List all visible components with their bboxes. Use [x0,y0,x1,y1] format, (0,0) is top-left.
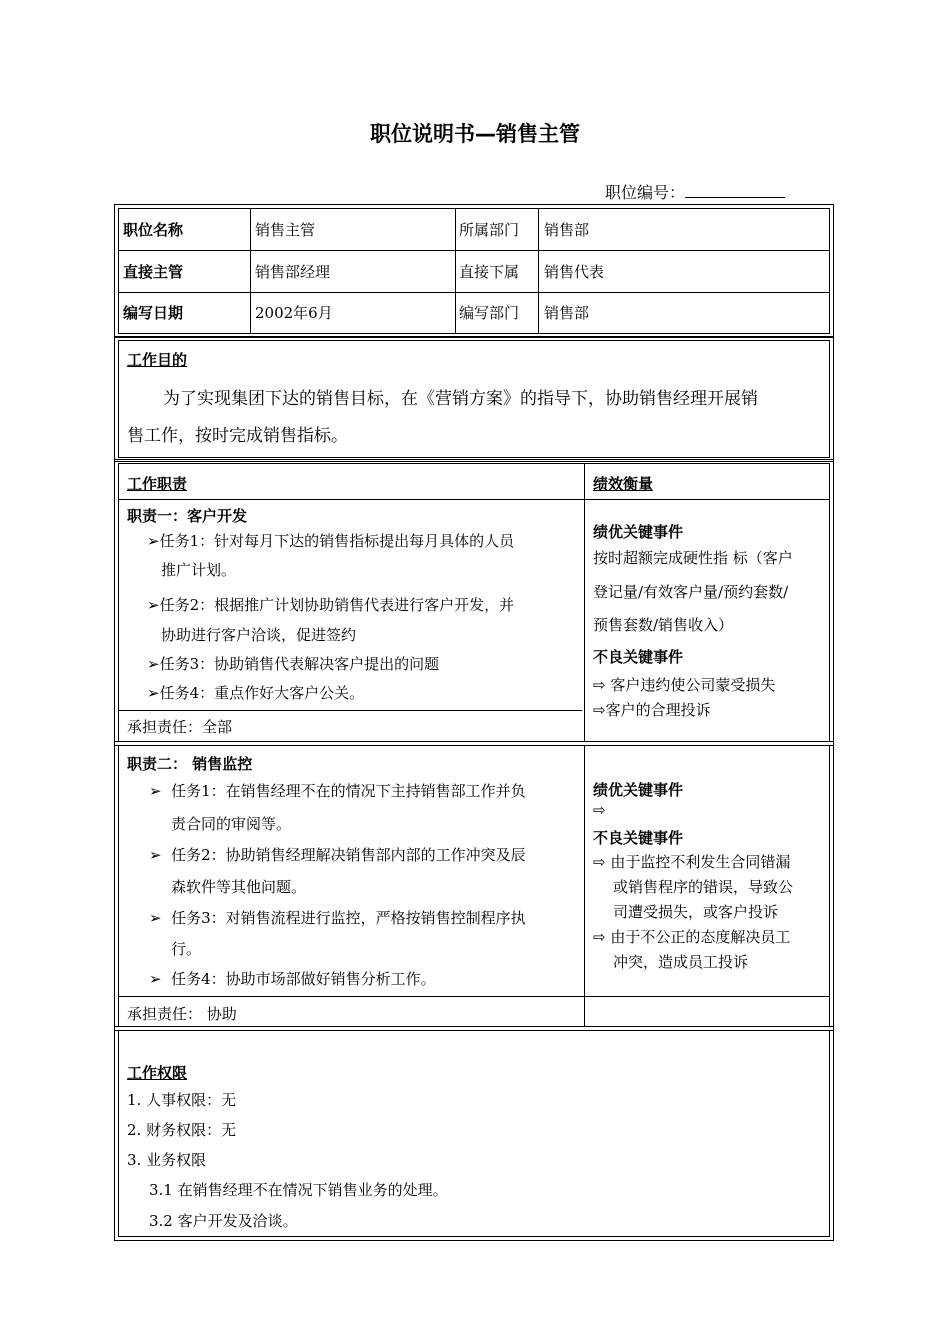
value-position-name: 销售主管 [255,221,316,239]
duty-1-task-2: ➢任务2：根据推广计划协助销售代表进行客户开发，并 [147,596,515,614]
duty-2-bad-1-cont-1: 或销售程序的错误，导致公 [613,878,794,896]
arrow-bullet-icon: ➢ [149,846,162,864]
duty-1-task-4: ➢任务4：重点作好大客户公关。 [147,684,365,702]
duty-1-good-line-1: 按时超额完成硬性指 标（客户 [593,549,793,567]
hollow-arrow-icon: ⇨ [593,701,606,719]
duty-2-bad-1-cont-2: 司遭受损失，或客户投诉 [613,903,779,921]
duty-1-task-2-cont: 协助进行客户洽谈，促进签约 [161,626,357,644]
hollow-arrow-icon: ⇨ [593,928,606,946]
authority-item-3-2: 3.2 客户开发及洽谈。 [149,1212,298,1230]
label-write-date: 编写日期 [123,304,184,322]
performance-header: 绩效衡量 [593,475,654,493]
value-write-dept: 销售部 [544,304,590,322]
duty-2-section [114,741,834,1031]
purpose-section [114,336,834,462]
duty-1-good-line-3: 预售套数/销售收入） [593,616,734,634]
value-subordinate: 销售代表 [544,263,605,281]
duties-header: 工作职责 [127,475,188,493]
authority-item-3: 3. 业务权限 [127,1151,207,1169]
authority-item-1: 1. 人事权限：无 [127,1091,237,1109]
duty-2-bad-2: ⇨ 由于不公正的态度解决员工 [593,928,791,946]
duty-1-bad-2: ⇨客户的合理投诉 [593,701,711,719]
duty-2-task-1: ➢ 任务1：在销售经理不在的情况下主持销售部工作并负 [149,782,526,800]
duty-2-good-item [593,798,606,823]
duty-2-task-2: ➢ 任务2：协助销售经理解决销售部内部的工作冲突及辰 [149,846,526,864]
duty-1-title: 职责一：客户开发 [127,507,248,525]
value-supervisor: 销售部经理 [255,263,331,281]
arrow-bullet-icon: ➢ [149,782,162,800]
authority-heading: 工作权限 [127,1064,188,1082]
purpose-line-2: 售工作，按时完成销售指标。 [127,426,348,446]
label-supervisor: 直接主管 [123,263,184,281]
duty-2-bad-title: 不良关键事件 [593,829,684,847]
arrow-bullet-icon: ➢ [149,909,162,927]
duty-2-responsibility: 承担责任： 协助 [127,1005,237,1023]
duty-2-task-4: ➢ 任务4：协助市场部做好销售分析工作。 [149,970,436,988]
hollow-arrow-icon: ⇨ [593,853,606,871]
value-write-date: 2002年6月 [255,304,333,322]
arrow-bullet-icon: ➢ [147,684,160,702]
duty-2-task-3: ➢ 任务3：对销售流程进行监控，严格按销售控制程序执 [149,909,526,927]
label-department: 所属部门 [459,221,520,239]
arrow-bullet-icon: ➢ [147,596,160,614]
hollow-arrow-icon: ⇨ [593,801,606,819]
label-subordinate: 直接下属 [459,263,520,281]
authority-item-3-1: 3.1 在销售经理不在情况下销售业务的处理。 [149,1181,448,1199]
duty-1-task-1: ➢任务1：针对每月下达的销售指标提出每月具体的人员 [147,532,515,550]
duty-1-bad-title: 不良关键事件 [593,648,684,666]
duty-1-good-title: 绩优关键事件 [593,523,684,541]
label-write-dept: 编写部门 [459,304,520,322]
purpose-heading: 工作目的 [127,351,188,369]
arrow-bullet-icon: ➢ [147,655,160,673]
purpose-line-1: 为了实现集团下达的销售目标，在《营销方案》的指导下，协助销售经理开展销 [163,389,758,409]
duty-1-section [114,459,834,746]
label-position-name: 职位名称 [123,221,184,239]
arrow-bullet-icon: ➢ [147,532,160,550]
duty-2-good-title: 绩优关键事件 [593,781,684,799]
value-department: 销售部 [544,221,590,239]
duty-1-task-1-cont: 推广计划。 [161,561,237,579]
page-title: 职位说明书—销售主管 [370,122,580,146]
info-table [114,204,834,338]
authority-item-2: 2. 财务权限：无 [127,1121,237,1139]
duty-1-responsibility: 承担责任：全部 [127,718,233,736]
arrow-bullet-icon: ➢ [149,970,162,988]
duty-1-task-3: ➢任务3：协助销售代表解决客户提出的问题 [147,655,440,673]
position-code-blank [685,183,785,198]
duty-2-task-1-cont: 责合同的审阅等。 [171,815,292,833]
position-code [605,180,785,203]
authority-section [114,1026,834,1241]
position-code-label: 职位编号： [605,183,686,202]
duty-1-bad-1: ⇨ 客户违约使公司蒙受损失 [593,676,776,694]
hollow-arrow-icon: ⇨ [593,676,606,694]
duty-2-task-3-cont: 行。 [171,940,202,958]
duty-2-title: 职责二： 销售监控 [127,755,253,773]
duty-1-good-line-2: 登记量/有效客户量/预约套数/ [593,583,789,601]
duty-2-bad-2-cont: 冲突，造成员工投诉 [613,953,749,971]
duty-2-task-2-cont: 森软件等其他问题。 [171,878,307,896]
duty-2-bad-1: ⇨ 由于监控不利发生合同错漏 [593,853,791,871]
